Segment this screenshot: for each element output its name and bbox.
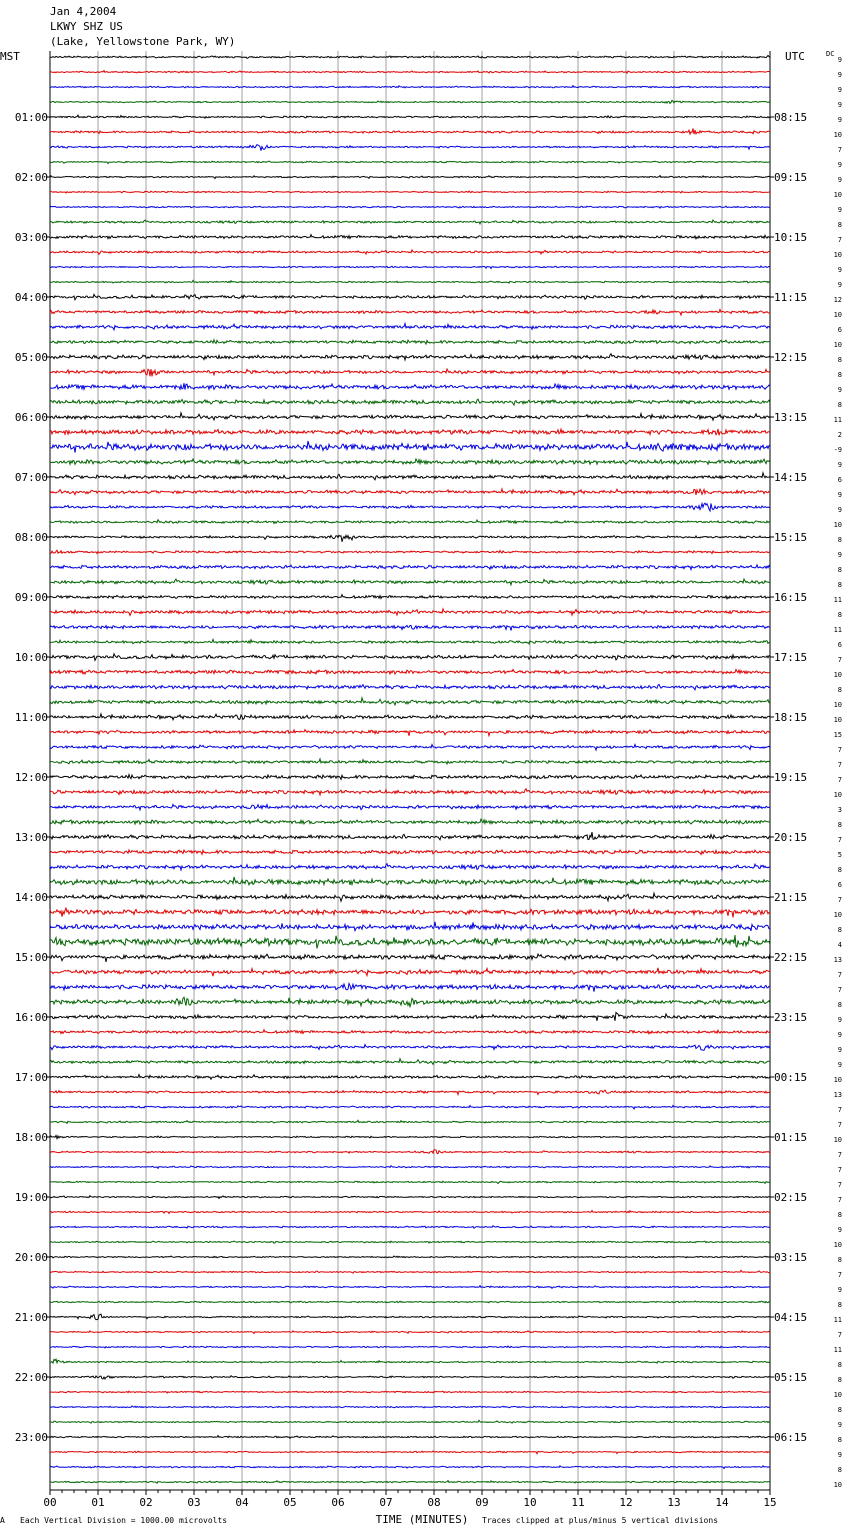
trace-row-83: [50, 1301, 770, 1303]
scale-note: Each Vertical Division = 1000.00 microvolts: [20, 1516, 228, 1525]
trace-row-48: [50, 775, 770, 780]
trace-row-0: [50, 56, 770, 59]
trace-row-76: [50, 1196, 770, 1199]
dc-offset-label: 7: [837, 236, 842, 244]
dc-offset-label: 8: [837, 1466, 842, 1474]
dc-offset-label: 7: [837, 896, 842, 904]
dc-offset-label: 11: [833, 1346, 842, 1354]
dc-offset-label: 7: [837, 746, 842, 754]
trace-row-20: [50, 354, 770, 360]
dc-offset-label: 8: [837, 1361, 842, 1369]
trace-row-31: [50, 520, 770, 524]
x-axis-title: TIME (MINUTES): [375, 1513, 469, 1526]
dc-offset-label: 9: [837, 71, 842, 79]
dc-offset-label: 9: [837, 176, 842, 184]
trace-row-54: [50, 864, 770, 870]
right-hour-label: 11:15: [774, 291, 808, 304]
trace-row-3: [50, 100, 770, 103]
trace-row-43: [50, 698, 770, 705]
dc-offset-label: 10: [833, 1241, 842, 1249]
dc-offset-label: 6: [837, 326, 842, 334]
left-hour-label: 02:00: [14, 171, 48, 184]
chart-date: Jan 4,2004: [50, 5, 117, 18]
trace-row-81: [50, 1270, 770, 1273]
dc-offset-label: 13: [833, 956, 842, 964]
dc-offset-label: 8: [837, 1436, 842, 1444]
trace-row-73: [50, 1150, 770, 1154]
dc-offset-label: 8: [837, 926, 842, 934]
left-hour-label: 07:00: [14, 471, 48, 484]
left-hour-label: 18:00: [14, 1131, 48, 1144]
trace-row-25: [50, 429, 770, 435]
dc-offset-label: 2: [837, 431, 842, 439]
trace-row-57: [50, 908, 770, 917]
x-tick-label: 15: [763, 1496, 777, 1509]
trace-row-10: [50, 206, 770, 208]
right-hour-label: 22:15: [774, 951, 808, 964]
dc-offset-label: 7: [837, 146, 842, 154]
dc-offset-label: 5: [837, 851, 842, 859]
trace-row-29: [50, 489, 770, 495]
dc-offset-label: 7: [837, 1121, 842, 1129]
dc-offset-label: 10: [833, 1481, 842, 1489]
trace-row-11: [50, 220, 770, 224]
trace-row-64: [50, 1012, 770, 1020]
right-hour-label: 23:15: [774, 1011, 808, 1024]
trace-row-71: [50, 1120, 770, 1123]
trace-row-13: [50, 250, 770, 254]
right-hour-label: 21:15: [774, 891, 808, 904]
trace-row-68: [50, 1075, 770, 1080]
dc-offset-label: 8: [837, 566, 842, 574]
dc-offset-label: 9: [837, 1016, 842, 1024]
trace-row-82: [50, 1286, 770, 1289]
trace-row-4: [50, 115, 770, 118]
dc-offset-label: 11: [833, 416, 842, 424]
dc-offset-label: 9: [837, 1451, 842, 1459]
right-hour-label: 03:15: [774, 1251, 808, 1264]
trace-row-38: [50, 625, 770, 630]
x-tick-label: 11: [571, 1496, 585, 1509]
dc-offset-label: 10: [833, 1391, 842, 1399]
dc-offset-label: 9: [837, 161, 842, 169]
dc-offset-label: 10: [833, 791, 842, 799]
dc-offset-label: 10: [833, 251, 842, 259]
trace-row-95: [50, 1481, 770, 1484]
dc-offset-label: 9: [837, 1286, 842, 1294]
trace-row-22: [50, 383, 770, 389]
dc-offset-label: 9: [837, 56, 842, 64]
dc-offset-label: 4: [837, 941, 842, 949]
dc-offset-label: 11: [833, 1316, 842, 1324]
right-hour-label: 02:15: [774, 1191, 808, 1204]
trace-row-35: [50, 579, 770, 585]
trace-row-39: [50, 639, 770, 644]
right-hour-label: 16:15: [774, 591, 808, 604]
trace-row-53: [50, 850, 770, 855]
right-hour-label: 10:15: [774, 231, 808, 244]
trace-row-87: [50, 1359, 770, 1363]
right-timezone-label: UTC: [785, 50, 805, 63]
dc-offset-label: 8: [837, 821, 842, 829]
dc-offset-label: 7: [837, 1181, 842, 1189]
dc-offset-label: 9: [837, 506, 842, 514]
trace-row-8: [50, 176, 770, 179]
dc-offset-label: 8: [837, 356, 842, 364]
trace-row-36: [50, 595, 770, 599]
trace-row-67: [50, 1059, 770, 1065]
dc-offset-label: 7: [837, 1106, 842, 1114]
x-tick-label: 14: [715, 1496, 729, 1509]
right-hour-label: 20:15: [774, 831, 808, 844]
trace-row-80: [50, 1256, 770, 1258]
trace-row-45: [50, 730, 770, 736]
dc-offset-label: 10: [833, 311, 842, 319]
trace-row-1: [50, 71, 770, 74]
trace-row-85: [50, 1331, 770, 1334]
dc-offset-label: 9: [837, 1061, 842, 1069]
trace-row-89: [50, 1391, 770, 1393]
dc-offset-label: 10: [833, 911, 842, 919]
trace-row-50: [50, 804, 770, 809]
trace-row-63: [50, 997, 770, 1006]
x-tick-label: 06: [331, 1496, 345, 1509]
left-hour-label: 20:00: [14, 1251, 48, 1264]
left-hour-label: 06:00: [14, 411, 48, 424]
left-hour-label: 19:00: [14, 1191, 48, 1204]
dc-offset-label: 9: [837, 551, 842, 559]
dc-offset-label: 7: [837, 971, 842, 979]
dc-offset-label: 10: [833, 671, 842, 679]
dc-offset-label: 9: [837, 491, 842, 499]
left-hour-label: 16:00: [14, 1011, 48, 1024]
dc-offset-label: 9: [837, 1046, 842, 1054]
trace-row-7: [50, 161, 770, 164]
trace-row-77: [50, 1211, 770, 1214]
right-hour-label: 01:15: [774, 1131, 808, 1144]
right-hour-label: 17:15: [774, 651, 808, 664]
trace-row-56: [50, 893, 770, 901]
trace-row-12: [50, 235, 770, 239]
left-hour-label: 11:00: [14, 711, 48, 724]
dc-offset-label: 15: [833, 731, 842, 739]
trace-row-60: [50, 953, 770, 962]
dc-offset-label: 8: [837, 221, 842, 229]
trace-row-33: [50, 550, 770, 553]
left-hour-label: 22:00: [14, 1371, 48, 1384]
dc-offset-label: 7: [837, 836, 842, 844]
trace-row-66: [50, 1045, 770, 1051]
trace-row-32: [50, 535, 770, 541]
dc-offset-label: 10: [833, 1136, 842, 1144]
trace-row-94: [50, 1466, 770, 1469]
dc-offset-label: 7: [837, 776, 842, 784]
right-hour-label: 00:15: [774, 1071, 808, 1084]
dc-offset-label: 7: [837, 761, 842, 769]
x-tick-label: 01: [91, 1496, 105, 1509]
trace-row-9: [50, 191, 770, 193]
x-tick-label: 08: [427, 1496, 441, 1509]
dc-offset-label: 13: [833, 1091, 842, 1099]
trace-row-91: [50, 1420, 770, 1423]
trace-row-52: [50, 832, 770, 840]
dc-offset-label: 9: [837, 86, 842, 94]
dc-offset-label: 10: [833, 716, 842, 724]
trace-row-44: [50, 714, 770, 720]
dc-offset-label: 7: [837, 1166, 842, 1174]
trace-row-61: [50, 968, 770, 976]
trace-row-75: [50, 1181, 770, 1183]
x-tick-label: 12: [619, 1496, 633, 1509]
left-hour-label: 01:00: [14, 111, 48, 124]
x-tick-label: 04: [235, 1496, 249, 1509]
station-location: (Lake, Yellowstone Park, WY): [50, 35, 236, 48]
right-hour-label: 04:15: [774, 1311, 808, 1324]
dc-offset-label: 8: [837, 581, 842, 589]
trace-row-26: [50, 441, 770, 453]
trace-row-14: [50, 266, 770, 269]
axis-labels: [0, 50, 842, 1526]
left-hour-label: 05:00: [14, 351, 48, 364]
trace-row-70: [50, 1106, 770, 1109]
dc-offset-label: 9: [837, 461, 842, 469]
x-tick-label: 07: [379, 1496, 393, 1509]
trace-row-49: [50, 789, 770, 795]
dc-offset-label: 6: [837, 476, 842, 484]
dc-offset-label: 9: [837, 1031, 842, 1039]
dc-offset-label: 7: [837, 986, 842, 994]
dc-offset-label: 9: [837, 266, 842, 274]
trace-row-24: [50, 413, 770, 420]
trace-row-15: [50, 281, 770, 284]
right-hour-label: 19:15: [774, 771, 808, 784]
right-hour-label: 14:15: [774, 471, 808, 484]
dc-offset-label: 10: [833, 341, 842, 349]
dc-offset-label: 10: [833, 191, 842, 199]
dc-offset-label: 8: [837, 866, 842, 874]
trace-row-65: [50, 1030, 770, 1034]
station-code: LKWY SHZ US: [50, 20, 123, 33]
dc-offset-label: 9: [837, 1226, 842, 1234]
left-hour-label: 03:00: [14, 231, 48, 244]
dc-offset-label: 10: [833, 701, 842, 709]
dc-offset-label: 8: [837, 1301, 842, 1309]
left-hour-label: 17:00: [14, 1071, 48, 1084]
dc-offset-label: 8: [837, 536, 842, 544]
trace-row-30: [50, 503, 770, 511]
right-hour-label: 09:15: [774, 171, 808, 184]
trace-row-84: [50, 1314, 770, 1320]
left-hour-label: 10:00: [14, 651, 48, 664]
dc-offset-label: 7: [837, 1331, 842, 1339]
dc-offset-label: 8: [837, 1001, 842, 1009]
left-hour-label: 09:00: [14, 591, 48, 604]
trace-row-17: [50, 310, 770, 316]
dc-offset-label: 12: [833, 296, 842, 304]
trace-row-59: [50, 935, 770, 948]
left-hour-label: 12:00: [14, 771, 48, 784]
dc-offset-label: 8: [837, 1406, 842, 1414]
right-hour-label: 13:15: [774, 411, 808, 424]
dc-offset-label: 9: [837, 386, 842, 394]
x-tick-label: 02: [139, 1496, 153, 1509]
trace-row-92: [50, 1436, 770, 1439]
x-tick-label: 03: [187, 1496, 201, 1509]
trace-row-42: [50, 684, 770, 689]
dc-offset-label: 8: [837, 1256, 842, 1264]
trace-row-62: [50, 984, 770, 992]
trace-row-72: [50, 1136, 770, 1139]
trace-row-79: [50, 1241, 770, 1243]
clip-note: Traces clipped at plus/minus 5 vertical divisions: [482, 1516, 719, 1525]
dc-offset-label: 9: [837, 281, 842, 289]
dc-offset-label: 7: [837, 656, 842, 664]
left-hour-label: 15:00: [14, 951, 48, 964]
dc-offset-label: 8: [837, 1211, 842, 1219]
right-hour-label: 05:15: [774, 1371, 808, 1384]
trace-row-93: [50, 1451, 770, 1454]
right-hour-label: 06:15: [774, 1431, 808, 1444]
trace-row-90: [50, 1406, 770, 1408]
trace-row-5: [50, 128, 770, 134]
left-hour-label: 23:00: [14, 1431, 48, 1444]
trace-row-16: [50, 294, 770, 299]
dc-offset-label: 10: [833, 521, 842, 529]
dc-offset-label: 9: [837, 206, 842, 214]
x-tick-label: 09: [475, 1496, 489, 1509]
helicorder-traces: [50, 56, 770, 1484]
dc-offset-label: 10: [833, 131, 842, 139]
dc-offset-label: 9: [837, 116, 842, 124]
right-hour-label: 15:15: [774, 531, 808, 544]
trace-row-2: [50, 86, 770, 88]
corner-mark: A: [0, 1516, 5, 1525]
trace-row-40: [50, 654, 770, 661]
x-tick-label: 05: [283, 1496, 297, 1509]
right-hour-label: 08:15: [774, 111, 808, 124]
trace-row-28: [50, 473, 770, 480]
trace-row-78: [50, 1226, 770, 1229]
trace-row-74: [50, 1166, 770, 1169]
trace-row-6: [50, 145, 770, 151]
dc-offset-label: 11: [833, 596, 842, 604]
dc-offset-label: 9: [837, 101, 842, 109]
trace-row-46: [50, 745, 770, 751]
trace-row-69: [50, 1090, 770, 1094]
left-hour-label: 04:00: [14, 291, 48, 304]
dc-offset-label: 8: [837, 371, 842, 379]
dc-offset-label: 7: [837, 1196, 842, 1204]
dc-offset-label: 11: [833, 626, 842, 634]
trace-row-51: [50, 819, 770, 824]
dc-offset-label: 8: [837, 1376, 842, 1384]
dc-offset-label: 7: [837, 1151, 842, 1159]
x-tick-label: 00: [43, 1496, 57, 1509]
trace-row-37: [50, 609, 770, 616]
trace-row-21: [50, 369, 770, 376]
dc-offset-label: 9: [837, 1421, 842, 1429]
dc-offset-label: 6: [837, 641, 842, 649]
trace-row-27: [50, 459, 770, 464]
trace-row-23: [50, 399, 770, 405]
left-hour-label: 21:00: [14, 1311, 48, 1324]
trace-row-86: [50, 1346, 770, 1348]
dc-offset-label: 7: [837, 1271, 842, 1279]
x-tick-label: 13: [667, 1496, 681, 1509]
dc-offset-label: 8: [837, 401, 842, 409]
left-timezone-label: MST: [0, 50, 20, 63]
left-hour-label: 14:00: [14, 891, 48, 904]
left-hour-label: 08:00: [14, 531, 48, 544]
trace-row-88: [50, 1376, 770, 1379]
trace-row-55: [50, 877, 770, 885]
right-hour-label: 18:15: [774, 711, 808, 724]
dc-offset-label: 6: [837, 881, 842, 889]
dc-offset-label: 8: [837, 686, 842, 694]
trace-row-47: [50, 759, 770, 764]
dc-offset-label: 10: [833, 1076, 842, 1084]
right-hour-label: 12:15: [774, 351, 808, 364]
dc-offset-label: 8: [837, 611, 842, 619]
dc-offset-label: -9: [833, 446, 842, 454]
trace-row-18: [50, 324, 770, 330]
dc-header: DC: [826, 50, 835, 58]
x-tick-label: 10: [523, 1496, 537, 1509]
dc-offset-label: 3: [837, 806, 842, 814]
left-hour-label: 13:00: [14, 831, 48, 844]
trace-row-58: [50, 922, 770, 931]
trace-row-19: [50, 340, 770, 344]
trace-row-34: [50, 565, 770, 570]
trace-row-41: [50, 670, 770, 675]
